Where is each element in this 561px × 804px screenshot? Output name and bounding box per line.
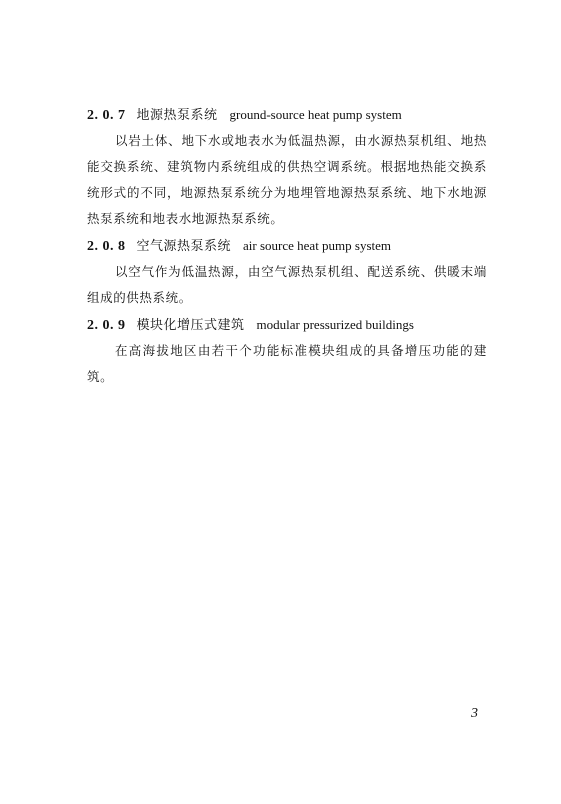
term-definition: 在高海拔地区由若干个功能标准模块组成的具备增压功能的建筑。 — [87, 343, 487, 384]
term-english: modular pressurized buildings — [256, 317, 414, 332]
clause-number: 2. 0. 8 — [87, 239, 126, 254]
term-chinese: 模块化增压式建筑 — [136, 318, 245, 333]
term-heading — [87, 311, 487, 338]
clause-number: 2. 0. 9 — [87, 318, 126, 333]
term-english: air source heat pump system — [243, 238, 392, 253]
glossary-section — [87, 101, 487, 390]
term-english: ground-source heat pump system — [229, 107, 402, 122]
term-chinese: 地源热泵系统 — [136, 108, 218, 123]
clause-number: 2. 0. 7 — [87, 108, 126, 123]
term-heading — [87, 232, 487, 259]
page-number: 3 — [471, 706, 478, 721]
term-entry-2-0-7 — [87, 101, 487, 232]
term-entry-2-0-9 — [87, 311, 487, 390]
term-heading — [87, 101, 487, 128]
term-chinese: 空气源热泵系统 — [136, 239, 232, 254]
term-definition: 以岩土体、地下水或地表水为低温热源，由水源热泵机组、地热能交换系统、建筑物内系统组成的供热空调系统。根据地热能交换系统形式的不同，地源热泵系统分为地埋管地源热泵系统、地下水地源热泵系统和地表水地源热泵系统。 — [87, 133, 487, 226]
term-definition: 以空气作为低温热源，由空气源热泵机组、配送系统、供暖末端组成的供热系统。 — [87, 264, 487, 305]
term-entry-2-0-8 — [87, 232, 487, 311]
